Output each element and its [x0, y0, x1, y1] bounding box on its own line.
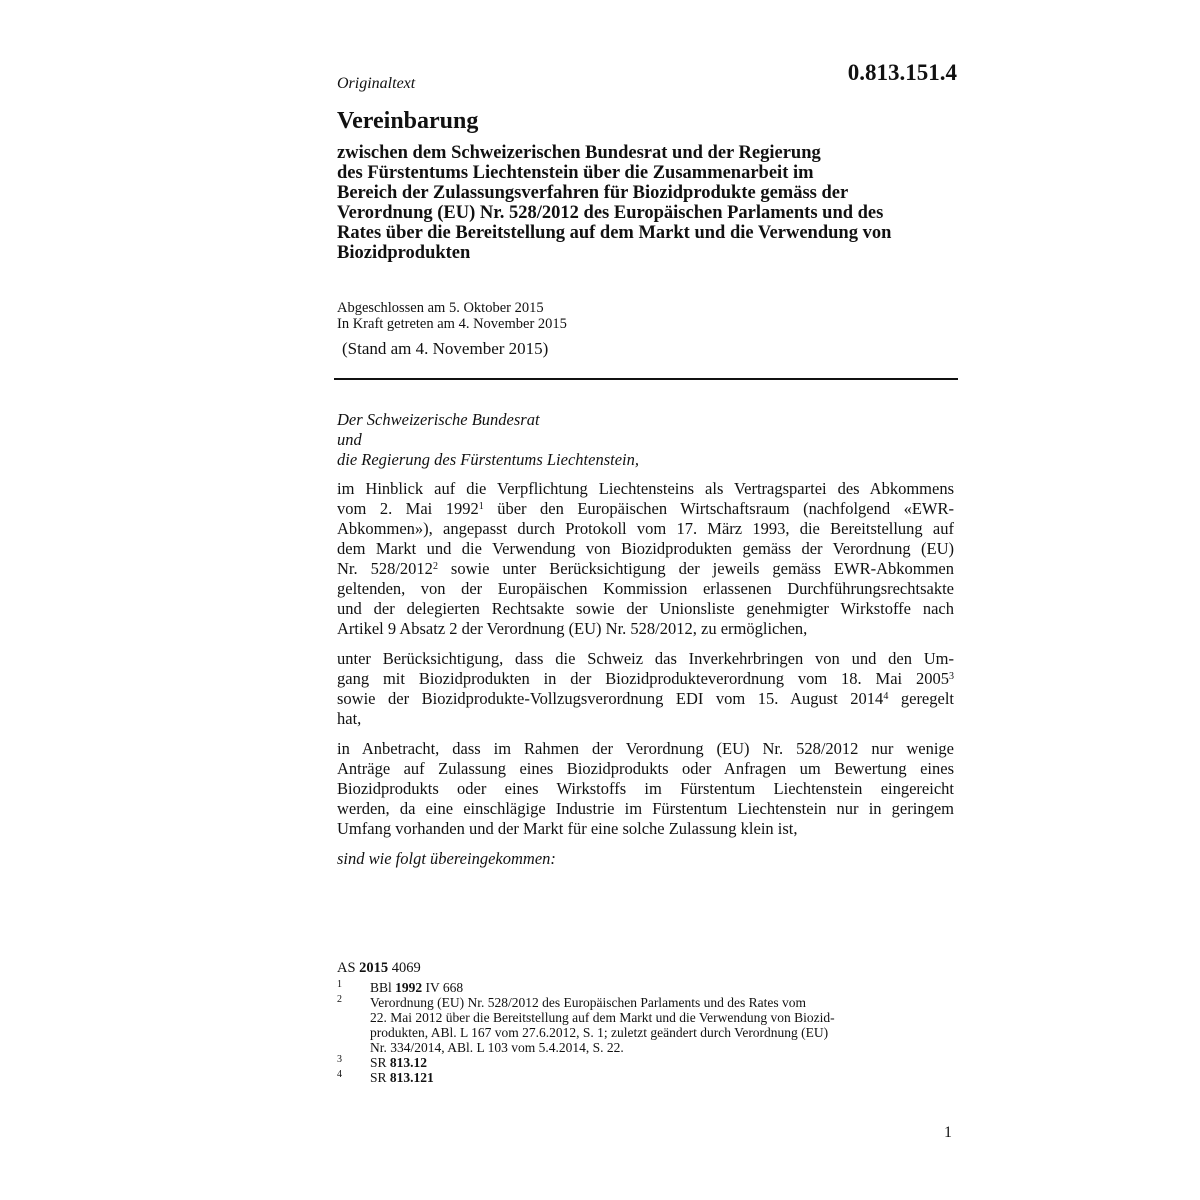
as-year: 2015 [359, 960, 389, 976]
text-line: werden, da eine einschlägige Industrie im Fürstentum Liechtenstein nur in geringem [337, 799, 954, 818]
subtitle-line: zwischen dem Schweizerischen Bundesrat und der Regierung [337, 143, 821, 163]
footnote-ref-1[interactable]: 1 [478, 501, 484, 512]
party-line: Der Schweizerische Bundesrat [337, 410, 540, 429]
concluded-date: Abgeschlossen am 5. Oktober 2015 [337, 300, 544, 316]
in-force-date: In Kraft getreten am 4. November 2015 [337, 316, 567, 332]
footnote-number: 2 [337, 994, 342, 1005]
originaltext-label: Originaltext [337, 75, 416, 92]
text-line: geltenden, von der Europäischen Kommission erlassenen Durchführungsrechtsakte [337, 579, 954, 598]
text-line: Biozidprodukts oder eines Wirkstoffs im Fürstentum Liechtenstein eingereicht [337, 779, 954, 798]
conclusion-line: sind wie folgt übereingekommen: [337, 849, 556, 868]
text-line: produkten, ABl. L 167 vom 27.6.2012, S. 1; zuletzt geändert durch Verordnung (EU) [370, 1025, 829, 1040]
document-subtitle [337, 143, 977, 263]
text-run: sowie der Biozidprodukte-Vollzugsverordnung EDI vom 15. August 2014 [337, 689, 884, 708]
text-line: 22. Mai 2012 über die Bereitstellung auf dem Markt und die Verwendung von Biozid- [370, 1010, 835, 1025]
parties-block [337, 410, 639, 470]
document-title: Vereinbarung [337, 108, 479, 134]
text-line: Nr. 334/2014, ABl. L 103 vom 5.4.2014, S. 22. [370, 1040, 624, 1055]
text-run: sowie unter Berücksichtigung der jeweils gemäss EWR-Abkommen [437, 559, 954, 578]
text-line: Anträge auf Zulassung eines Biozidprodukts oder Anfragen um Bewertung eines [337, 759, 954, 778]
text-line: in Anbetracht, dass im Rahmen der Verordnung (EU) Nr. 528/2012 nur wenige [337, 739, 954, 758]
text-line: hat, [337, 709, 362, 728]
text-run: 1992 [395, 980, 423, 995]
text-run: SR [370, 1055, 390, 1070]
text-run: über den Europäischen Wirtschaftsraum (nachfolgend «EWR- [483, 499, 954, 518]
subtitle-line: Bereich der Zulassungsverfahren für Biozidprodukte gemäss der [337, 183, 849, 203]
text-run: BBl [370, 980, 396, 995]
text-run: AS [337, 960, 360, 976]
preamble-paragraph-3 [337, 739, 954, 839]
as-reference [337, 961, 937, 976]
footnote-ref-4[interactable]: 4 [883, 691, 889, 702]
text-line [337, 669, 954, 689]
subtitle-line: Biozidprodukten [337, 243, 471, 263]
text-line: Abkommen»), angepasst durch Protokoll vom 17. März 1993, die Bereitstellung auf [337, 519, 954, 538]
text-run: vom 2. Mai 1992 [337, 499, 479, 518]
footnote-number: 4 [337, 1069, 342, 1080]
preamble-paragraph-2 [337, 649, 954, 729]
footnote-number: 1 [337, 979, 342, 990]
text-line: Artikel 9 Absatz 2 der Verordnung (EU) Nr. 528/2012, zu ermöglichen, [337, 619, 808, 638]
text-run: Nr. 528/2012 [337, 559, 433, 578]
text-line: und der delegierten Rechtsakte sowie der Unionsliste genehmigter Wirkstoffe nach [337, 599, 954, 618]
footnotes-block [337, 961, 937, 1085]
text-line: dem Markt und die Verwendung von Biozidprodukten gemäss der Verordnung (EU) [337, 539, 954, 558]
page-number: 1 [944, 1124, 952, 1141]
text-run: IV 668 [422, 980, 464, 995]
status-date: (Stand am 4. November 2015) [342, 339, 549, 358]
text-line [337, 499, 954, 519]
party-line: und [337, 430, 362, 449]
text-run: 813.121 [389, 1070, 434, 1085]
footnote-3 [337, 1055, 937, 1070]
text-run: 4069 [388, 960, 421, 976]
text-run: SR [370, 1070, 390, 1085]
footnote-2 [337, 995, 937, 1055]
text-line [337, 689, 954, 709]
subtitle-line: Verordnung (EU) Nr. 528/2012 des Europäischen Parlaments und des [337, 203, 884, 223]
text-run: 813.12 [389, 1055, 428, 1070]
footnote-1 [337, 980, 937, 995]
footnote-4 [337, 1070, 937, 1085]
subtitle-line: Rates über die Bereitstellung auf dem Markt und die Verwendung von [337, 223, 892, 243]
footnote-ref-3[interactable]: 3 [949, 671, 954, 682]
text-run: gang mit Biozidprodukten in der Biozidprodukteverordnung vom 18. Mai 2005 [337, 669, 949, 688]
subtitle-line: des Fürstentums Liechtenstein über die Zusammenarbeit im [337, 163, 814, 183]
header-divider [334, 378, 958, 380]
text-line: Verordnung (EU) Nr. 528/2012 des Europäischen Parlaments und des Rates vom [370, 995, 807, 1010]
footnote-ref-2[interactable]: 2 [432, 561, 438, 572]
text-line: unter Berücksichtigung, dass die Schweiz das Inverkehrbringen von und den Um- [337, 649, 954, 668]
text-line: im Hinblick auf die Verpflichtung Liechtensteins als Vertragspartei des Abkommens [337, 479, 954, 498]
preamble-paragraph-1 [337, 479, 954, 639]
text-line: Umfang vorhanden und der Markt für eine solche Zulassung klein ist, [337, 819, 798, 838]
dates-block [337, 300, 567, 332]
text-run: geregelt [888, 689, 954, 708]
preamble-body [337, 479, 954, 869]
text-line [337, 559, 954, 579]
footnote-number: 3 [337, 1054, 342, 1065]
sr-number: 0.813.151.4 [847, 60, 957, 85]
party-line: die Regierung des Fürstentums Liechtenstein, [337, 450, 639, 469]
